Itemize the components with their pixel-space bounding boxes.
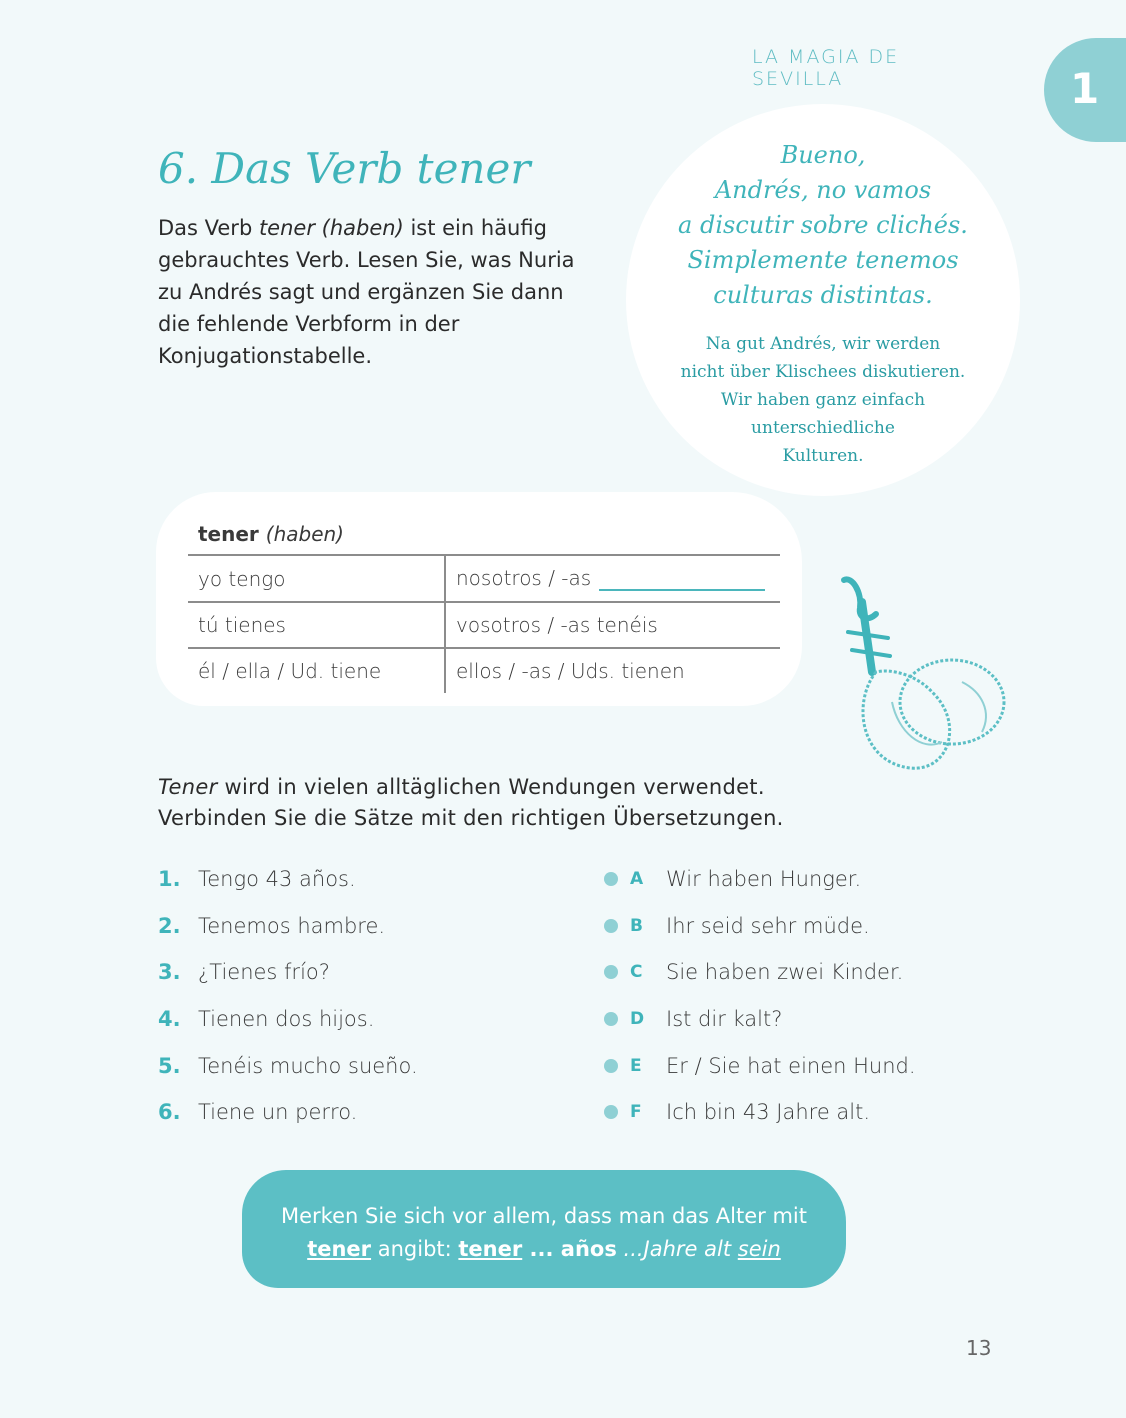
list-item — [604, 856, 1024, 903]
list-item — [604, 1089, 1024, 1136]
tip-tener-1: tener — [307, 1237, 372, 1261]
item-text: Ihr seid sehr müde. — [666, 913, 870, 938]
tip-mid: angibt: — [371, 1237, 459, 1261]
item-text: Ich bin 43 Jahre alt. — [666, 1100, 871, 1125]
intro-part-2: ist ein häufig gebrauchtes Verb. Lesen Sie, was Nuria zu Andrés sagt und ergänzen Sie dann die fehlende Verbform in der Konjugationstabelle. — [158, 216, 575, 368]
table-cell-with-blank — [445, 555, 780, 602]
german-translation-list — [604, 856, 1024, 1136]
intro-italic: tener (haben) — [258, 216, 404, 240]
list-item — [158, 949, 578, 996]
bubble-de-line: nicht über Klischees diskutieren. — [680, 362, 966, 382]
table-cell: ellos / -as / Uds. tienen — [456, 659, 685, 683]
item-text: Tengo 43 años. — [198, 867, 356, 892]
conjugation-box — [156, 492, 802, 706]
intro-part-1: Das Verb — [158, 216, 259, 240]
item-number: 3. — [158, 960, 181, 985]
item-text: Tienen dos hijos. — [198, 1007, 375, 1032]
item-text: Ist dir kalt? — [666, 1007, 783, 1032]
list-item — [158, 996, 578, 1043]
chapter-number: 1 — [1070, 64, 1100, 113]
match-dot-icon[interactable] — [604, 872, 618, 886]
bubble-spanish — [666, 138, 980, 313]
item-letter: E — [630, 1055, 642, 1076]
instruction-text: wird in vielen alltäglichen Wendungen verwendet. Verbinden Sie die Sätze mit den richtigen Übersetzungen. — [158, 775, 784, 830]
item-number: 6. — [158, 1100, 181, 1125]
bubble-es-line: a discutir sobre clichés. — [678, 211, 968, 239]
table-header — [188, 514, 780, 555]
item-text: Wir haben Hunger. — [666, 867, 862, 892]
tip-tener-2: tener — [458, 1237, 523, 1261]
item-letter: D — [630, 1009, 645, 1030]
item-letter: F — [630, 1102, 642, 1123]
match-dot-icon[interactable] — [604, 1105, 618, 1119]
table-cell: él / ella / Ud. tiene — [188, 648, 445, 693]
running-head: LA MAGIA DE SEVILLA — [752, 46, 900, 90]
bubble-es-line: Andrés, no vamos — [714, 176, 932, 204]
tip-box — [242, 1170, 846, 1288]
speech-bubble — [626, 104, 1020, 496]
item-text: ¿Tienes frío? — [198, 960, 330, 985]
bubble-de-line: unterschiedliche — [751, 418, 895, 438]
list-item — [158, 903, 578, 950]
match-dot-icon[interactable] — [604, 965, 618, 979]
item-text: Tenemos hambre. — [198, 913, 386, 938]
spanish-sentence-list — [158, 856, 578, 1136]
instruction-italic: Tener — [158, 775, 218, 799]
bubble-de-line: Na gut Andrés, wir werden — [705, 334, 941, 354]
tip-line-2 — [242, 1233, 846, 1266]
item-number: 2. — [158, 913, 181, 938]
bubble-es-line: culturas distintas. — [713, 281, 933, 309]
table-row — [188, 555, 780, 602]
tip-sein: sein — [737, 1237, 781, 1261]
table-row — [188, 648, 780, 693]
conjugation-table — [188, 514, 780, 693]
table-row — [188, 602, 780, 648]
item-text: Tenéis mucho sueño. — [198, 1053, 418, 1078]
item-text: Er / Sie hat einen Hund. — [666, 1053, 916, 1078]
match-dot-icon[interactable] — [604, 1012, 618, 1026]
item-letter: A — [630, 869, 644, 890]
match-dot-icon[interactable] — [604, 1059, 618, 1073]
list-item — [604, 996, 1024, 1043]
table-header-translation: (haben) — [265, 522, 344, 546]
bubble-es-line: Simplemente tenemos — [687, 246, 959, 274]
match-dot-icon[interactable] — [604, 919, 618, 933]
table-cell: tú tienes — [188, 602, 445, 648]
table-cell-text: nosotros / -as — [456, 566, 592, 590]
list-item — [158, 856, 578, 903]
bubble-german — [666, 330, 980, 470]
tip-anos: ... años — [522, 1237, 617, 1261]
list-item — [604, 949, 1024, 996]
item-number: 5. — [158, 1053, 181, 1078]
item-number: 1. — [158, 867, 181, 892]
bubble-de-line: Wir haben ganz einfach — [720, 390, 926, 410]
list-item — [158, 1042, 578, 1089]
table-cell: yo tengo — [188, 555, 445, 602]
table-header-verb: tener — [198, 522, 259, 546]
intro-text — [158, 212, 598, 372]
section-title: 6. Das Verb tener — [158, 144, 531, 193]
castanets-illustration — [832, 572, 1012, 782]
item-letter: C — [630, 962, 643, 983]
list-item — [604, 903, 1024, 950]
list-item — [604, 1042, 1024, 1089]
item-text: Sie haben zwei Kinder. — [666, 960, 904, 985]
table-cell: vosotros / -as tenéis — [445, 602, 780, 648]
bubble-es-line: Bueno, — [780, 141, 866, 169]
tip-jahre: ...Jahre alt — [616, 1237, 738, 1261]
answer-blank[interactable] — [599, 589, 765, 591]
item-letter: B — [630, 915, 643, 936]
item-text: Tiene un perro. — [198, 1100, 358, 1125]
tip-line-1: Merken Sie sich vor allem, dass man das Alter mit — [281, 1204, 807, 1228]
exercise-instruction — [158, 772, 838, 834]
chapter-tab — [1044, 38, 1126, 142]
list-item — [158, 1089, 578, 1136]
item-number: 4. — [158, 1007, 181, 1032]
bubble-de-line: Kulturen. — [782, 446, 864, 466]
page-number: 13 — [966, 1336, 992, 1360]
